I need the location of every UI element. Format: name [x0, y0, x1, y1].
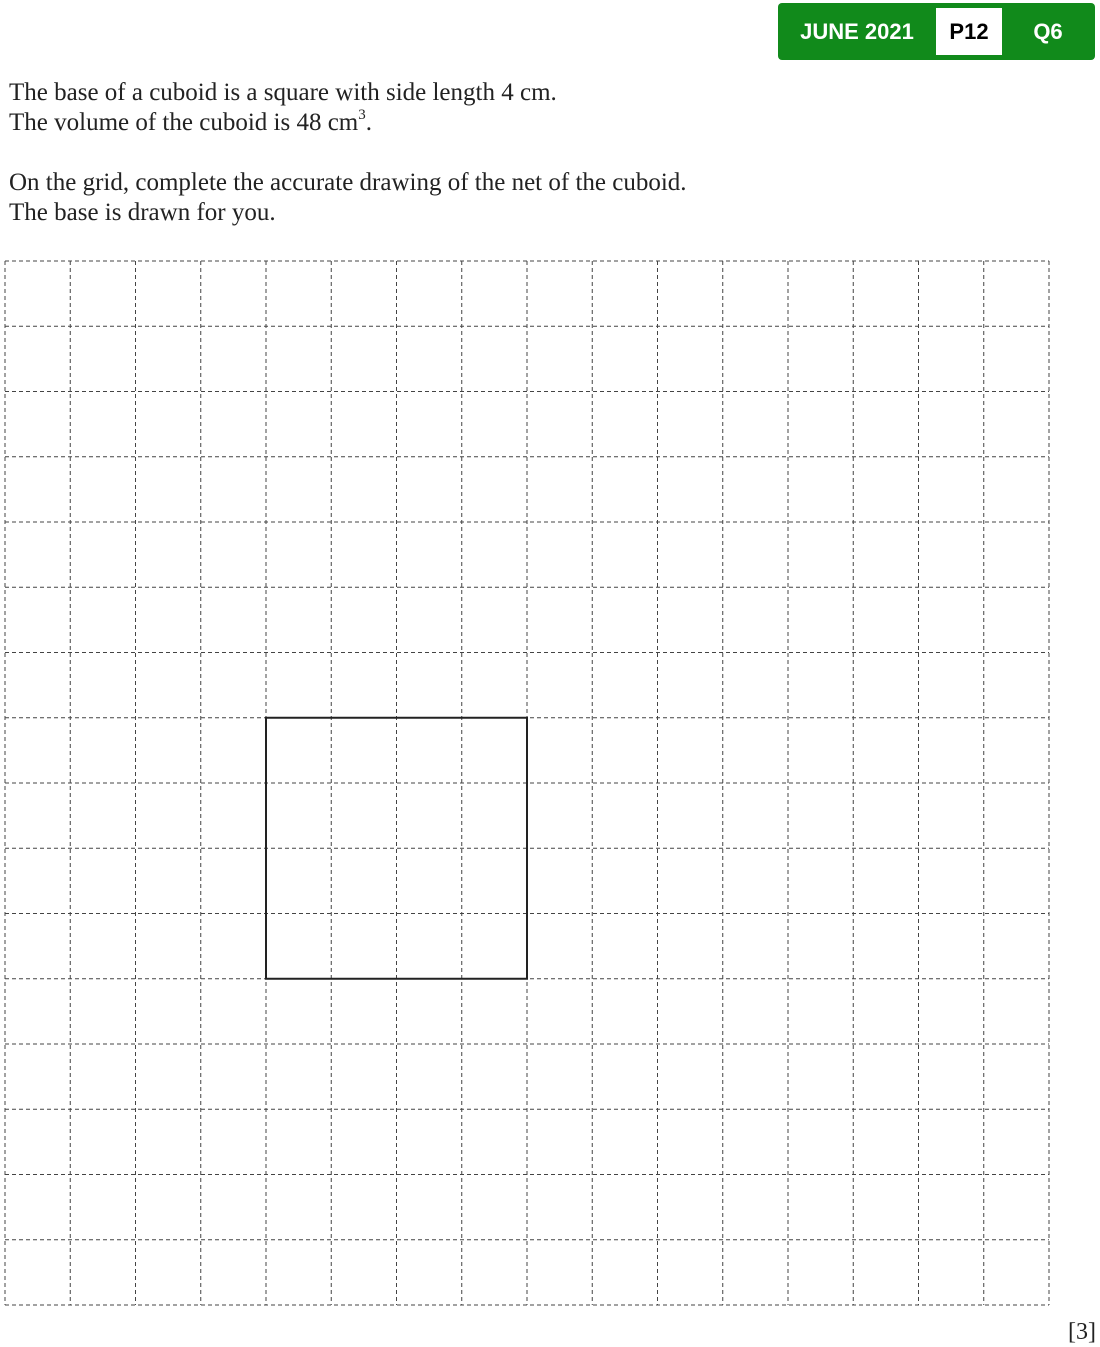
exam-session-label: JUNE 2021 [800, 19, 914, 44]
question-line-base: The base of a cuboid is a square with side length 4 cm. [9, 79, 557, 106]
volume-text: The volume of the cuboid is 48 cm [9, 109, 359, 136]
question-number-label: Q6 [1033, 19, 1063, 44]
marks-label: [3] [1068, 1319, 1096, 1345]
instruction-line-base: The base is drawn for you. [9, 199, 276, 226]
base-square [266, 718, 527, 979]
instruction-line-grid: On the grid, complete the accurate drawing of the net of the cuboid. [9, 169, 687, 196]
paper-number-label: P12 [936, 8, 1002, 55]
volume-period: . [365, 109, 372, 136]
volume-exponent: 3 [358, 106, 366, 123]
